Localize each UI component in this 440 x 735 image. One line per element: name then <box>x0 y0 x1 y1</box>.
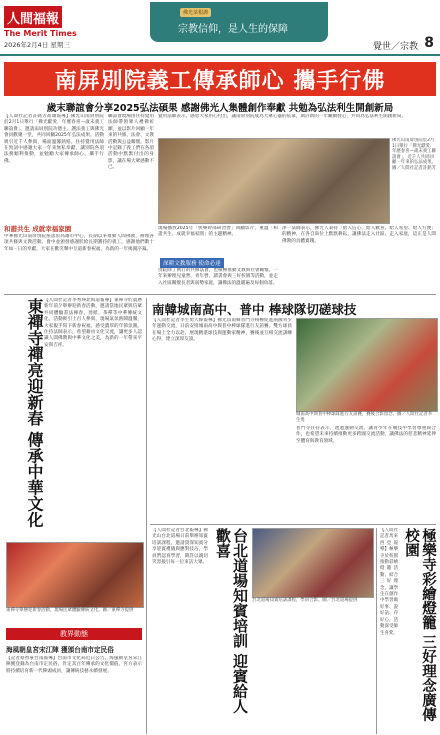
section-divider-2 <box>150 524 436 525</box>
column-divider-2 <box>376 528 377 734</box>
story3-caption: 城南高中與普中棒球隊進行友誼賽，賽後合影留念。圖／人間社記者李生勇 <box>296 412 433 423</box>
lead-body-7: 別院除了例行的共修法會，也積極推動文教與社會關懷。一年來辦理兒童營、青年營、讀書會與三好校園等活動，並走入社區關懷長者與弱勢家庭，讓佛法的溫暖遍及每個角落。 <box>158 268 278 286</box>
masthead-rule <box>0 54 440 56</box>
lead-body-2: 聯誼會現場由住持覺用法師帶領眾人禮佛祈願，並以影片回顧一年來的共修、法會、文教活動與公益關懷。影片中記錄了義工們在各項活動中默默付出的身影，讓在場大眾感動不已。 <box>108 114 154 171</box>
banner-tag: 佛光菜根譚 <box>180 8 211 17</box>
issue-date: 2026年2月4日 星期三 <box>4 41 70 49</box>
column-item-title[interactable]: 海風朝皇宮宋江陣 獲頒台南市定民俗 <box>6 646 114 654</box>
lead-photo-caption: 佛光山南屏別院於2月1日舉行「佛光獻愛．年歷春喜—歲末義工聯誼會」，近千人共同回顧一年來的弘法成果。圖／人間社記者許銘芳 <box>392 138 436 171</box>
story5-body: 【人間社記者馬來西亞報導】極樂寺於校園推動彩繪燈籠活動，結合三好理念，讓學生在創作中學習做好事、說好話、存好心，活動深受師生喜愛。 <box>380 528 398 636</box>
story2-headline[interactable]: 東禪寺禪亮迎新春 傳承中華文化 <box>25 298 44 528</box>
quote-banner <box>150 2 328 42</box>
lead-body-5: 現場播放2025年「快樂幹部研習營」回顧影片，重溫「和諧共生、成就幸福家園」的主題精神。 <box>158 226 278 238</box>
story4-caption: 台北道場知賓培訓課程，學員合影。圖／台北道場提供 <box>252 598 358 603</box>
lead-body-6: 淨一法師表示，佛光人秉持「給人信心、給人歡喜、給人希望、給人方便」的精神，在各自崗位上默默耕耘，讓佛法走入社區、走入家庭，這正是人間佛教的具體實踐。 <box>282 226 436 244</box>
lead-body-3: 覺用法師表示，感恩大家用心付出，讓南屏別院成為大眾心靈的依靠，期許新的一年繼續發心，共同為弘法利生開創新局。 <box>158 114 407 119</box>
story2-body: 【人間社記者李秀瑛北海道報導】東禪寺於農曆新年前夕舉辦迎新春活動，邀請當地民眾與信眾共同體驗書法揮春、剪紙、茶禪等中華傳統文化。活動吸引上百人參與，現場氣氛熱鬧溫馨，大家親手寫下新春祝福，感受濃厚的年節氛圍。住持法師表示，希望藉由文化交流，讓更多人認識人間佛教與中華文化之美，為新的一年帶來平安與吉祥。 <box>44 298 142 348</box>
story4-body-cont <box>252 612 372 732</box>
section-divider <box>4 294 436 295</box>
lead-headline[interactable]: 南屏別院義工傳承師心 攜手行佛 <box>4 62 436 96</box>
column-item-body: 【記者蔡智豪台南報導】台南市文化局近日公告，海風朝皇宮宋江陣獲登錄為台南市定民俗，肯定其百年傳承的文化價值。宮方表示將持續培育新一代陣頭成員，讓傳統技藝永續發展。 <box>6 656 142 674</box>
masthead <box>0 0 440 58</box>
lead-subheadline: 歲末聯誼會分享2025弘法碩果 感謝佛光人集體創作奉獻 共勉為弘法利生開創新局 <box>46 103 394 114</box>
story3-body-1: 【人間社記者李生勇大韓報導】佛光山南韓普門寺積極促進兩國青少年運動交流，日前安排城南高中與普中棒球隊進行友誼賽。雙方球員在場上全力以赴，展現精湛球技與運動家精神，賽後並互相交流訓練心得，建立深厚友誼。 <box>152 318 292 343</box>
story4-headline[interactable]: 台北道場知賓培訓 迎賓給人歡喜 <box>214 528 249 714</box>
story2-caption: 東禪寺舉辦迎新春活動，現場民眾體驗傳統文化。圖／東禪寺提供 <box>6 608 134 613</box>
story4-body: 【人間社記者台北報導】佛光山台北道場日前舉辦知賓培訓課程，邀請資深知賓分享迎賓禮儀與應對技巧，學員們認真學習，期許以親切笑容接引每一位來訪大眾。 <box>152 528 208 566</box>
column-title: 教界動態 <box>6 628 142 640</box>
banner-slogan: 宗教信仰，是人生的保障 <box>178 24 288 35</box>
story2-photo <box>6 542 144 608</box>
newspaper-logo[interactable]: 人間福報 <box>4 6 62 28</box>
story4-photo <box>252 528 374 598</box>
lead-photo <box>158 138 390 224</box>
lead-tag-harmony: 和諧共生 成就幸福家園 <box>4 225 72 233</box>
story3-body-2: 普門寺住持表示，透過運動交流，讓青少年在競技中學習尊重與合作，也希望未來持續推動更多跨國交流活動，讓佛法的慈悲精神延伸至體育與教育領域。 <box>296 426 436 444</box>
column-divider <box>146 298 147 734</box>
newspaper-logo-english: The Merit Times <box>4 29 77 38</box>
lead-tag-culture: 深耕文教服務 使命必達 <box>160 258 224 268</box>
lead-body-4: 中華佛光山南屏別院座落於高雄市中心，長期以來推動人間佛教，辦理各項共修與文教活動。會中並頒發感謝狀給長期護持的義工，感謝他們數十年如一日的奉獻。大家在歡笑聲中互道新春祝福，為新的一年揭開序幕。 <box>4 234 154 252</box>
story3-photo <box>296 318 438 412</box>
section-name: 覺世／宗教 <box>372 42 418 52</box>
page-number: 8 <box>424 35 434 51</box>
lead-body-1: 【人間社記者許銘芳高雄報導】佛光山南屏別院於2月1日舉行「佛光獻愛．年歷春喜—歲末義工聯誼會」，邀請南屏別院功德主、護法義工與佛光會員歡聚一堂，共同回顧2025年弘法成果。活動吸引近千人參與，場面溫馨熱絡。住持覺用法師在致詞中感謝大家一年來無私奉獻，讓別院各項法務順利推動，並勉勵大家傳承師心、攜手行佛。 <box>4 114 104 164</box>
story5-headline[interactable]: 極樂寺彩繪燈籠 三好理念廣傳校園 <box>403 528 436 722</box>
story3-headline[interactable]: 南韓城南高中、普中 棒球隊切磋球技 <box>152 302 357 317</box>
